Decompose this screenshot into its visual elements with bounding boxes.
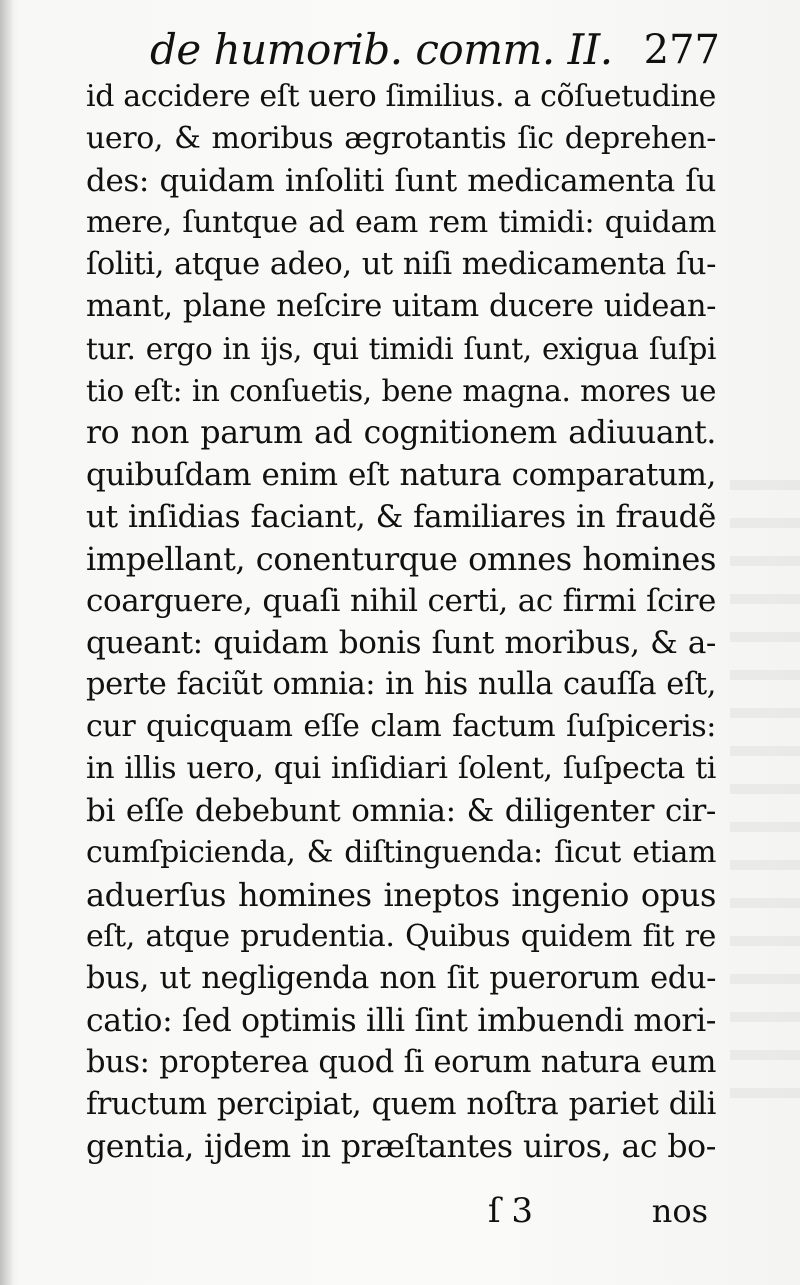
text-line: quibuſdam enim eſt natura comparatum,: [86, 457, 716, 493]
text-line: cur quicquam eſſe clam factum ſuſpiceris:: [86, 709, 716, 744]
text-line: des: quidam inſoliti ſunt medicamenta ſu: [86, 163, 716, 199]
page-number: 277: [643, 27, 720, 73]
signature-mark: ſ 3: [488, 1191, 534, 1231]
text-line: impellant, conenturque omnes homines: [86, 540, 716, 578]
text-line: ro non parum ad cognitionem adiuuant.: [86, 415, 716, 451]
text-line: aduerſus homines ineptos ingenio opus: [86, 876, 716, 914]
text-line: ſoliti, atque adeo, ut niſi medicamenta ſu-: [86, 247, 716, 282]
text-line: uero, & moribus ægrotantis ſic deprehen-: [86, 121, 716, 156]
text-line: tur. ergo in ijs, qui timidi ſunt, exigua ſuſpi: [86, 332, 716, 366]
text-line: in illis uero, qui inſidiari ſolent, ſuſpecta ti: [86, 751, 716, 786]
text-line: coarguere, quaſi nihil certi, ac firmi ſcire: [86, 583, 716, 619]
text-line: perte faciũt omnia: in his nulla cauſſa eſt,: [86, 667, 716, 702]
text-line: bus, ut negligenda non ſit puerorum edu-: [86, 961, 716, 996]
text-line: catio: ſed optimis illi ſint imbuendi mori-: [86, 1003, 716, 1039]
text-line: bi eſſe debebunt omnia: & diligenter cir-: [86, 793, 716, 829]
gutter-shadow: [0, 0, 14, 1285]
text-line: id accidere eſt uero ſimilius. a cõſuetudine: [86, 79, 716, 114]
text-line: mere, ſuntque ad eam rem timidi: quidam: [86, 205, 716, 240]
text-line: queant: quidam bonis ſunt moribus, & a-: [86, 625, 716, 661]
text-line: mant, plane neſcire uitam ducere uidean-: [86, 289, 716, 324]
text-line: fructum percipiat, quem noſtra pariet dili: [86, 1087, 716, 1122]
page-header: [150, 20, 720, 76]
text-line: eſt, atque prudentia. Quibus quidem fit re: [86, 919, 716, 954]
show-through-bleed: [730, 480, 800, 1120]
text-line: cumſpicienda, & diſtinguenda: ſicut etiam: [86, 835, 716, 870]
body-text: [86, 76, 716, 1168]
text-line: tio eſt: in conſuetis, bene magna. mores ue: [86, 374, 716, 408]
text-line: ut inſidias faciant, & familiares in fraudẽ: [86, 499, 716, 535]
catchword: nos: [651, 1192, 708, 1230]
running-head: de humorib. comm. II.: [150, 25, 613, 74]
text-line: bus: propterea quod ſi eorum natura eum: [86, 1045, 716, 1080]
text-line: gentia, ijdem in præſtantes uiros, ac bo-: [86, 1129, 716, 1165]
